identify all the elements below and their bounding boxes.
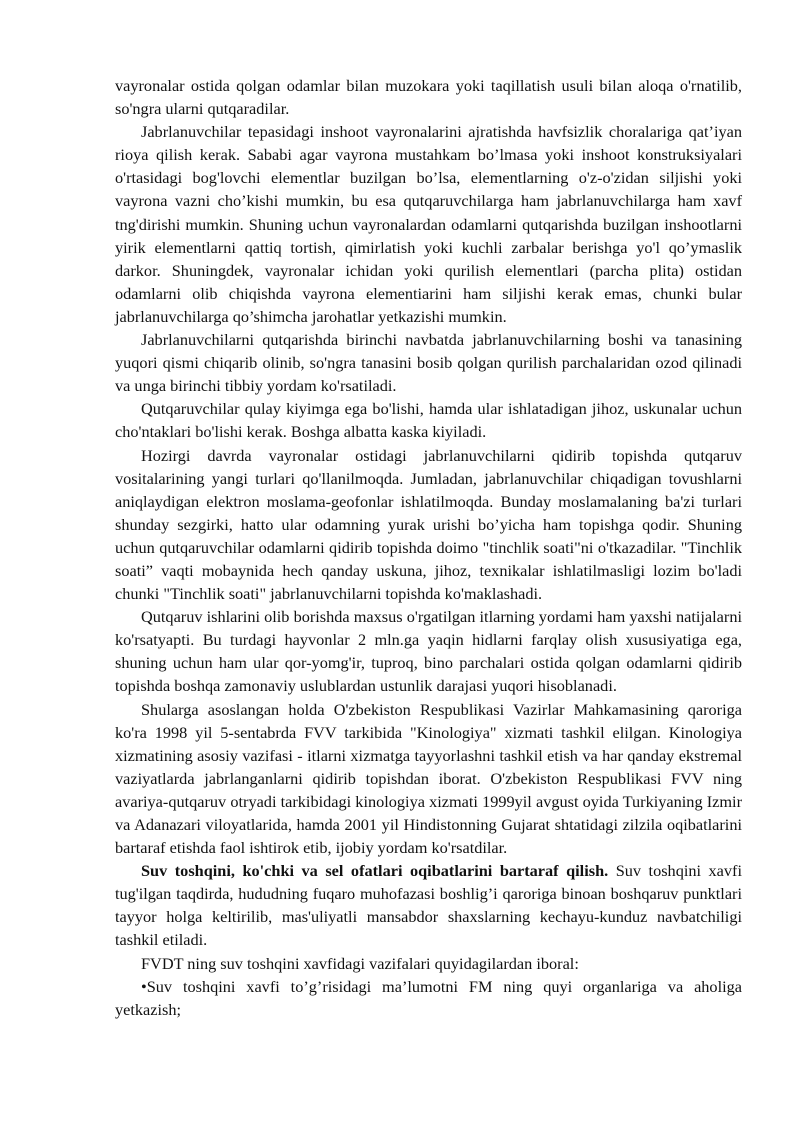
paragraph-7: Shularga asoslangan holda O'zbekiston Respublikasi Vazirlar Mahkamasining qaroriga ko'ra 1998 yil 5-sentabrda FVV tarkibida "Kinologiya" xizmati tashkil elilgan. Kinologiya xizmatining asosiy vazifasi - itlarni xizmatga tayyorlashni tashkil etish va har qanday ekstremal vaziyatlarda jabrlanganlarni qidirib topishdan iborat. O'zbekiston Respublikasi FVV ning avariya-qutqaruv otryadi tarkibidagi kinologiya xizmati 1999yil avgust oyida Turkiyaning Izmir va Adanazari viloyatlarida, hamda 2001 yil Hindistonning Gujarat shtatidagi zilzila oqibatlarini bartaraf etishda faol ishtirok etib, ijobiy yordam ko'rsatdilar. — [115, 699, 742, 858]
paragraph-8-body: Suv toshqini xavfi tug'ilgan taqdirda, hududning fuqaro muhofazasi boshlig’i qaroriga binoan boshqaruv punktlari tayyor holga keltirilib, mas'uliyatli mansabdor shaxslarning kechayu-kunduz navbatchiligi tashkil etiladi. — [115, 861, 742, 950]
section-heading: Suv toshqini, ko'chki va sel ofatlari oqibatlarini bartaraf qilish. — [141, 861, 609, 881]
paragraph-4: Qutqaruvchilar qulay kiyimga ega bo'lishi, hamda ular ishlatadigan jihoz, uskunalar uchun cho'ntaklari bo'lishi kerak. Boshga albatta kaska kiyiladi. — [115, 399, 742, 442]
paragraph-9: FVDT ning suv toshqini xavfidagi vazifalari quyidagilardan iboral: — [141, 953, 579, 973]
paragraph-10-bullet: •Suv toshqini xavfi to’g’risidagi ma’lumotni FM ning quyi organlariga va aholiga yetkazish; — [115, 976, 742, 1019]
document-page — [115, 74, 742, 1021]
paragraph-6: Qutqaruv ishlarini olib borishda maxsus o'rgatilgan itlarning yordami ham yaxshi natijalarni ko'rsatyapti. Bu turdagi hayvonlar 2 mln.ga yaqin hidlarni farqlay olish xususiyatiga ega, shuning uchun ham ular qor-yomg'ir, tuproq, bino parchalari ostida qolgan odamlarni qidirib topishda boshqa zamonaviy uslublardan ustunlik darajasi yuqori hisoblanadi. — [115, 607, 742, 696]
paragraph-3: Jabrlanuvchilarni qutqarishda birinchi navbatda jabrlanuvchilarning boshi va tanasining yuqori qismi chiqarib olinib, so'ngra tanasini bosib qolgan qurilish parchalaridan ozod qilinadi va unga birinchi tibbiy yordam ko'rsatiladi. — [115, 330, 742, 396]
paragraph-5: Hozirgi davrda vayronalar ostidagi jabrlanuvchilarni qidirib topishda qutqaruv vositalarining yangi turlari qo'llanilmoqda. Jumladan, jabrlanuvchilar chiqadigan tovushlarni aniqlaydigan elektron moslama-geofonlar ishlatilmoqda. Bunday moslamalaning ba'zi turlari shunday sezgirki, hatto ular odamning yurak urishi bo’yicha ham topishga qodir. Shuning uchun qutqaruvchilar odamlarni qidirib topishda doimo "tinchlik soati"ni o'tkazadilar. "Tinchlik soati” vaqti mobaynida hech qanday uskuna, jihoz, texnikalar ishlatilmasligi lozim bo'ladi chunki "Tinchlik soati" jabrlanuvchilarni topishda ko'maklashadi. — [115, 445, 742, 604]
paragraph-1: vayronalar ostida qolgan odamlar bilan muzokara yoki taqillatish usuli bilan aloqa o'rnatilib, so'ngra ularni qutqaradilar. — [115, 76, 742, 119]
paragraph-8 — [115, 859, 742, 951]
paragraph-2: Jabrlanuvchilar tepasidagi inshoot vayronalarini ajratishda havfsizlik choralariga qat’iyan rioya qilish kerak. Sababi agar vayrona mustahkam bo’lmasa yoki inshoot konstruksiyalari o'rtasidagi bog'lovchi elementlar buzilgan bo’lsa, elementlarning o'z-o'zidan siljishi yoki vayrona vazni cho’kishi mumkin, bu esa qutqaruvchilarga ham jabrlanuvchilarga ham xavf tng'dirishi mumkin. Shuning uchun vayronalardan odamlarni qutqarishda buzilgan inshootlarni yirik elementlarni qattiq tortish, qimirlatish yoki kuchli zarbalar berishga yo'l qo’ymaslik darkor. Shuningdek, vayronalar ichidan yoki qurilish elementlari (parcha plita) ostidan odamlarni olib chiqishda vayrona elementiarini ham siljishi kerak emas, chunki bular jabrlanuvchilarga qo’shimcha jarohatlar yetkazishi mumkin. — [115, 122, 742, 326]
